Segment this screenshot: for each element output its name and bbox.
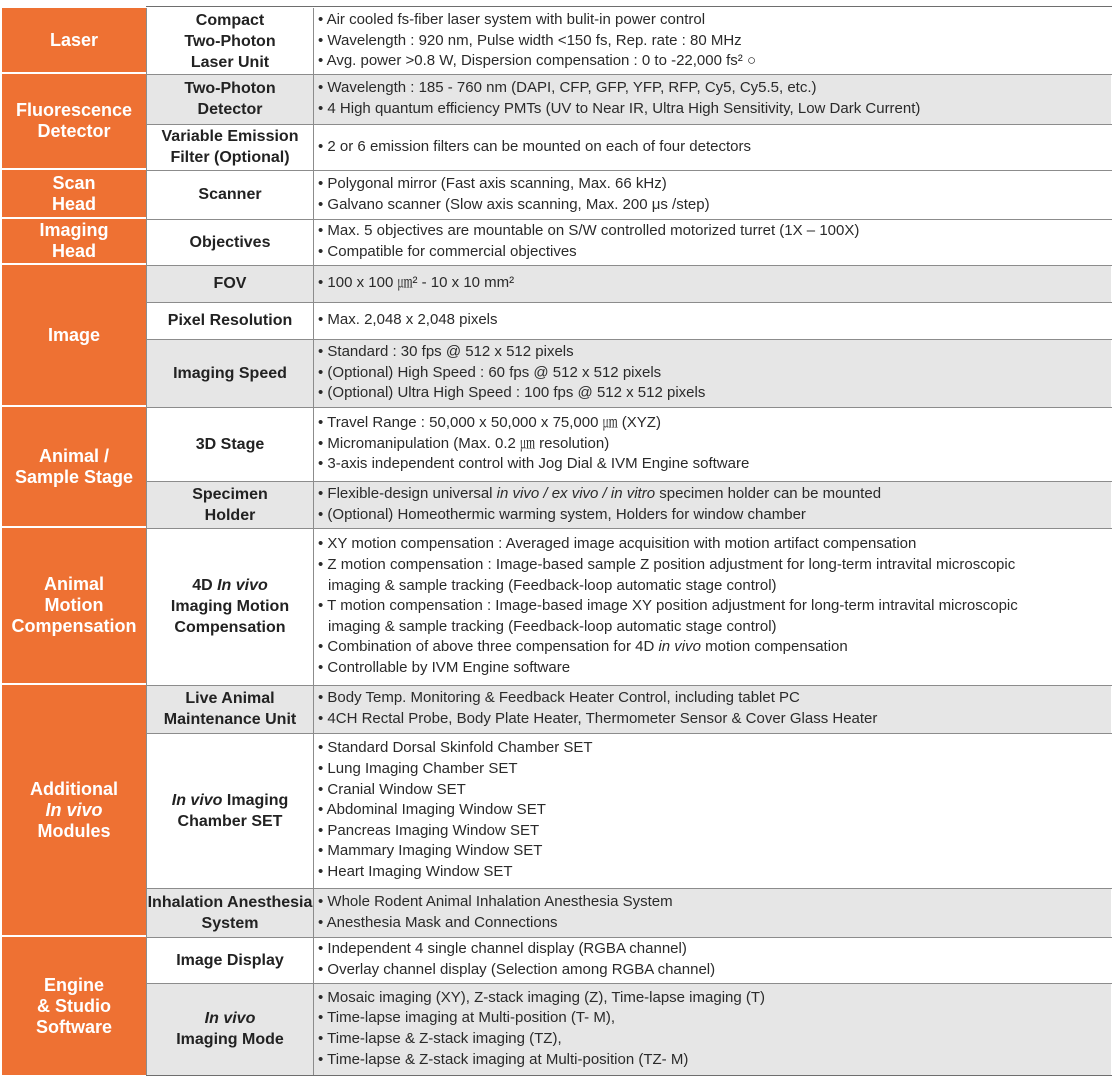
category-label: Animal / [38,445,109,466]
description-live-animal-maintenance-unit [313,685,1111,733]
component-in-vivo-imaging-mode [146,983,313,1075]
component-pixel-resolution [146,302,313,339]
category-laser [2,8,146,74]
component-label: Holder [204,506,256,524]
description-line: • Time-lapse & Z-stack imaging (TZ), [318,1030,562,1047]
component-scanner [146,170,313,219]
row-divider [146,170,1112,171]
description-line: • Abdominal Imaging Window SET [318,801,546,819]
description-laser-unit [313,8,1111,74]
description-italic-text: in vivo [658,638,701,656]
description-line: • T motion compensation : Image-based image XY position adjustment for long-term intravital microscopic [318,597,1018,615]
category-label: Additional [30,778,118,799]
description-line: • Micromanipulation (Max. 0.2 ㎛ resolution) [318,434,610,452]
category-label: Scan [52,172,96,193]
description-text: specimen holder can be mounted [655,484,882,502]
component-label: Compact [195,11,265,29]
component-label: Two-Photon [184,80,276,97]
category-label: Laser [49,29,99,50]
component-label: FOV [213,275,247,292]
description-line: • Time-lapse & Z-stack imaging at Multi-position (TZ- M) [318,1050,689,1068]
category-label: Head [51,193,96,214]
category-scan-head [2,170,146,219]
category-label: In vivo [45,799,103,820]
category-imaging-head [2,219,146,265]
category-label: & Studio [37,995,111,1016]
description-text: • Combination of above three compensation for 4D [318,638,659,656]
component-label: Scanner [198,186,262,203]
description-3d-stage [313,407,1111,481]
component-in-vivo-imaging-chamber-set [146,733,313,888]
description-line: • Compatible for commercial objectives [318,243,577,260]
description-line [318,637,1111,658]
description-line: • 4CH Rectal Probe, Body Plate Heater, Thermometer Sensor & Cover Glass Heater [318,710,878,727]
category-label: Sample Stage [14,466,134,487]
description-inhalation-anesthesia-system [313,888,1111,937]
category-label: Compensation [11,616,137,636]
component-label: Filter (Optional) [170,149,290,166]
component-label: Variable Emission [161,128,299,145]
description-line: • Heart Imaging Window SET [318,862,513,880]
description-line: • Avg. power >0.8 W, Dispersion compensation : 0 to -22,000 fs² ○ [318,52,757,70]
category-label: Detector [37,121,111,141]
description-line: • (Optional) High Speed : 60 fps @ 512 x 512 pixels [318,363,662,381]
component-inhalation-anesthesia-system [146,888,313,937]
description-fov [313,265,1111,302]
category-animal-motion-compensation [2,528,146,685]
row-divider [146,733,1112,734]
component-4d-motion-compensation [146,528,313,685]
description-line: • 2 or 6 emission filters can be mounted on each of four detectors [318,137,751,155]
description-line: • 4 High quantum efficiency PMTs (UV to Near IR, Ultra High Sensitivity, Low Dark Current) [318,100,921,117]
category-engine-studio-software [2,937,146,1075]
description-objectives [313,219,1111,265]
component-label: Imaging Mode [176,1031,284,1048]
description-line: • Body Temp. Monitoring & Feedback Heater Control, including tablet PC [318,689,800,707]
description-line: • Independent 4 single channel display (RGBA channel) [318,940,687,958]
description-line: • Time-lapse imaging at Multi-position (T- M), [318,1009,616,1027]
description-scanner [313,170,1111,219]
component-label: 3D Stage [195,435,265,453]
component-label [176,1008,284,1029]
table-top-rule [146,6,1112,7]
category-label: Engine [43,974,104,995]
description-two-photon-detector [313,74,1111,124]
description-variable-emission-filter [313,124,1111,170]
description-line: • (Optional) Homeothermic warming system, Holders for window chamber [318,505,806,523]
description-line: • (Optional) Ultra High Speed : 100 fps @ 512 x 512 pixels [318,384,706,402]
description-text: • Flexible-design universal [318,484,497,502]
description-line: • Anesthesia Mask and Connections [318,913,558,931]
description-line: • Travel Range : 50,000 x 50,000 x 75,000 ㎛ (XYZ) [318,414,661,432]
description-line: • 100 x 100 ㎛² - 10 x 10 mm² [318,274,515,292]
category-label: Image [47,324,101,345]
component-label: Inhalation Anesthesia [147,893,313,911]
description-line: • Mammary Imaging Window SET [318,842,543,860]
description-line: • Wavelength : 920 nm, Pulse width <150 fs, Rep. rate : 80 MHz [318,31,742,49]
category-fluorescence-detector [2,74,146,170]
component-label: Maintenance Unit [163,711,297,728]
row-divider [146,528,1112,529]
category-label: Animal [43,574,104,594]
component-label: Pixel Resolution [167,312,293,329]
description-line: • Controllable by IVM Engine software [318,658,571,676]
category-additional-in-vivo-modules [2,685,146,937]
description-line: • Cranial Window SET [318,780,466,798]
component-variable-emission-filter [146,124,313,170]
description-line: imaging & sample tracking (Feedback-loop automatic stage control) [328,617,777,635]
component-label: Image Display [176,951,284,969]
component-fov [146,265,313,302]
component-label: Two-Photon [184,32,276,50]
description-line: • Lung Imaging Chamber SET [318,760,518,778]
component-specimen-holder [146,481,313,528]
component-two-photon-detector [146,74,313,124]
component-label [171,575,289,596]
category-label: Motion [44,595,104,615]
component-label: Compensation [174,619,286,636]
category-label: Imaging [39,220,109,240]
row-divider [146,983,1112,984]
category-animal-sample-stage [2,407,146,528]
component-live-animal-maintenance-unit [146,685,313,733]
description-line: • Pancreas Imaging Window SET [318,821,540,839]
description-line: • Z motion compensation : Image-based sample Z position adjustment for long-term intravital microscopic [318,556,1016,574]
description-line: • XY motion compensation : Averaged image acquisition with motion artifact compensation [318,535,917,553]
row-divider [146,339,1112,340]
component-label: Imaging Speed [173,364,287,382]
description-pixel-resolution [313,302,1111,339]
row-divider [146,124,1112,125]
description-4d-motion-compensation [313,528,1111,685]
description-in-vivo-imaging-chamber-set [313,733,1111,888]
component-label: Chamber SET [177,812,283,830]
component-image-display [146,937,313,983]
component-imaging-speed [146,339,313,407]
description-line: • Wavelength : 185 - 760 nm (DAPI, CFP, GFP, YFP, RFP, Cy5, Cy5.5, etc.) [318,79,817,97]
description-imaging-speed [313,339,1111,407]
category-label: Software [35,1016,113,1037]
description-line: • Max. 2,048 x 2,048 pixels [318,311,498,329]
description-image-display [313,937,1111,983]
description-line [318,484,1111,505]
component-label: Laser Unit [190,53,270,71]
description-line: • Standard : 30 fps @ 512 x 512 pixels [318,343,574,361]
component-3d-stage [146,407,313,481]
description-line: • Overlay channel display (Selection among RGBA channel) [318,961,716,978]
component-objectives [146,219,313,265]
description-in-vivo-imaging-mode [313,983,1111,1075]
category-image [2,265,146,407]
description-line: • Standard Dorsal Skinfold Chamber SET [318,739,593,757]
row-divider [146,481,1112,482]
category-label: Fluorescence [15,100,133,120]
component-label [172,790,288,811]
description-line: • Whole Rodent Animal Inhalation Anesthesia System [318,892,673,910]
row-divider [146,219,1112,220]
component-laser-unit [146,8,313,74]
category-label: Head [51,241,96,261]
table-bottom-rule [146,1075,1112,1076]
component-label-italic: In vivo [217,577,268,594]
description-specimen-holder [313,481,1111,528]
component-label: Imaging Motion [170,598,290,615]
component-label-part: 4D [192,577,218,594]
row-divider [146,302,1112,303]
description-italic-text: in vivo / ex vivo / in vitro [496,484,656,502]
component-label: System [201,914,259,932]
description-line: • 3-axis independent control with Jog Dial & IVM Engine software [318,455,750,473]
row-divider [146,937,1112,938]
description-line: • Polygonal mirror (Fast axis scanning, Max. 66 kHz) [318,174,667,192]
row-divider [146,265,1112,266]
component-label: Specimen [192,485,268,503]
component-label: Detector [197,101,263,118]
row-divider [146,74,1112,75]
row-divider [146,888,1112,889]
row-divider [146,685,1112,686]
description-line: • Air cooled fs-fiber laser system with bulit-in power control [318,11,706,29]
description-text: motion compensation [700,638,848,656]
description-line: • Max. 5 objectives are mountable on S/W controlled motorized turret (1X – 100X) [318,222,860,240]
description-line: imaging & sample tracking (Feedback-loop automatic stage control) [328,576,777,594]
row-divider [146,407,1112,408]
description-line: • Mosaic imaging (XY), Z-stack imaging (Z), Time-lapse imaging (T) [318,988,766,1006]
category-label: Modules [37,820,111,841]
component-label-italic: In vivo [171,791,223,809]
component-label: Live Animal [185,690,275,707]
description-line: • Galvano scanner (Slow axis scanning, Max. 200 μs /step) [318,195,710,213]
component-label-italic: In vivo [204,1010,256,1027]
component-label: Objectives [189,233,271,251]
component-label-part: Imaging [222,791,289,809]
